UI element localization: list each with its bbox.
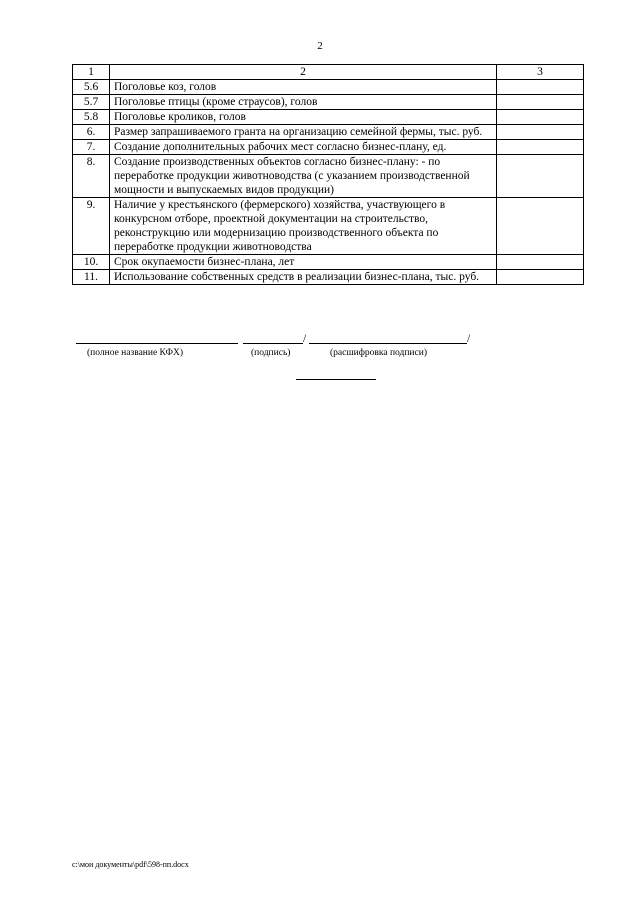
row-number: 5.7 [73,95,110,110]
table-row [73,80,584,95]
row-number: 11. [73,270,110,285]
signature-slash: / [303,333,307,345]
table-row [73,270,584,285]
signature-decode-caption: (расшифровка подписи) [330,348,427,358]
row-number: 10. [73,255,110,270]
row-value-cell[interactable] [497,270,584,285]
row-value-cell[interactable] [497,140,584,155]
table-row [73,155,584,198]
table-row [73,110,584,125]
row-value-cell[interactable] [497,80,584,95]
row-description: Создание дополнительных рабочих мест согласно бизнес-плану, ед. [110,140,497,155]
row-number: 6. [73,125,110,140]
table-row [73,255,584,270]
footer-file-path: c:\мои документы\pdf\598-пп.docx [72,860,189,869]
table-header-row [73,65,584,80]
row-number: 9. [73,198,110,255]
row-value-cell[interactable] [497,198,584,255]
table-row [73,140,584,155]
signature-caption: (подпись) [251,348,291,358]
table-row [73,198,584,255]
grant-application-table [72,64,584,285]
row-description: Использование собственных средств в реализации бизнес-плана, тыс. руб. [110,270,497,285]
page-number: 2 [317,40,323,52]
table-row [73,125,584,140]
row-description: Наличие у крестьянского (фермерского) хозяйства, участвующего в конкурсном отборе, проектной документации на строительство, реконструкцию или модернизацию производственного объекта по переработке продукции животноводства [110,198,497,255]
table-row [73,95,584,110]
row-number: 5.8 [73,110,110,125]
row-description: Поголовье кроликов, голов [110,110,497,125]
signature-end-slash: / [467,333,471,345]
header-col-2: 2 [110,65,497,80]
farm-name-line[interactable] [76,343,238,344]
row-value-cell[interactable] [497,95,584,110]
row-value-cell[interactable] [497,110,584,125]
row-description: Размер запрашиваемого гранта на организацию семейной фермы, тыс. руб. [110,125,497,140]
row-value-cell[interactable] [497,155,584,198]
row-description: Поголовье коз, голов [110,80,497,95]
signature-line[interactable] [243,343,303,344]
end-separator-line [296,379,376,380]
row-number: 8. [73,155,110,198]
header-col-3: 3 [497,65,584,80]
row-value-cell[interactable] [497,255,584,270]
signature-decode-line[interactable] [309,343,467,344]
farm-name-caption: (полное название КФХ) [87,348,183,358]
row-description: Создание производственных объектов согласно бизнес-плану: - по переработке продукции животноводства (с указанием производственной мощности и выпускаемых видов продукции) [110,155,497,198]
row-description: Поголовье птицы (кроме страусов), голов [110,95,497,110]
row-value-cell[interactable] [497,125,584,140]
row-description: Срок окупаемости бизнес-плана, лет [110,255,497,270]
header-col-1: 1 [73,65,110,80]
row-number: 7. [73,140,110,155]
row-number: 5.6 [73,80,110,95]
